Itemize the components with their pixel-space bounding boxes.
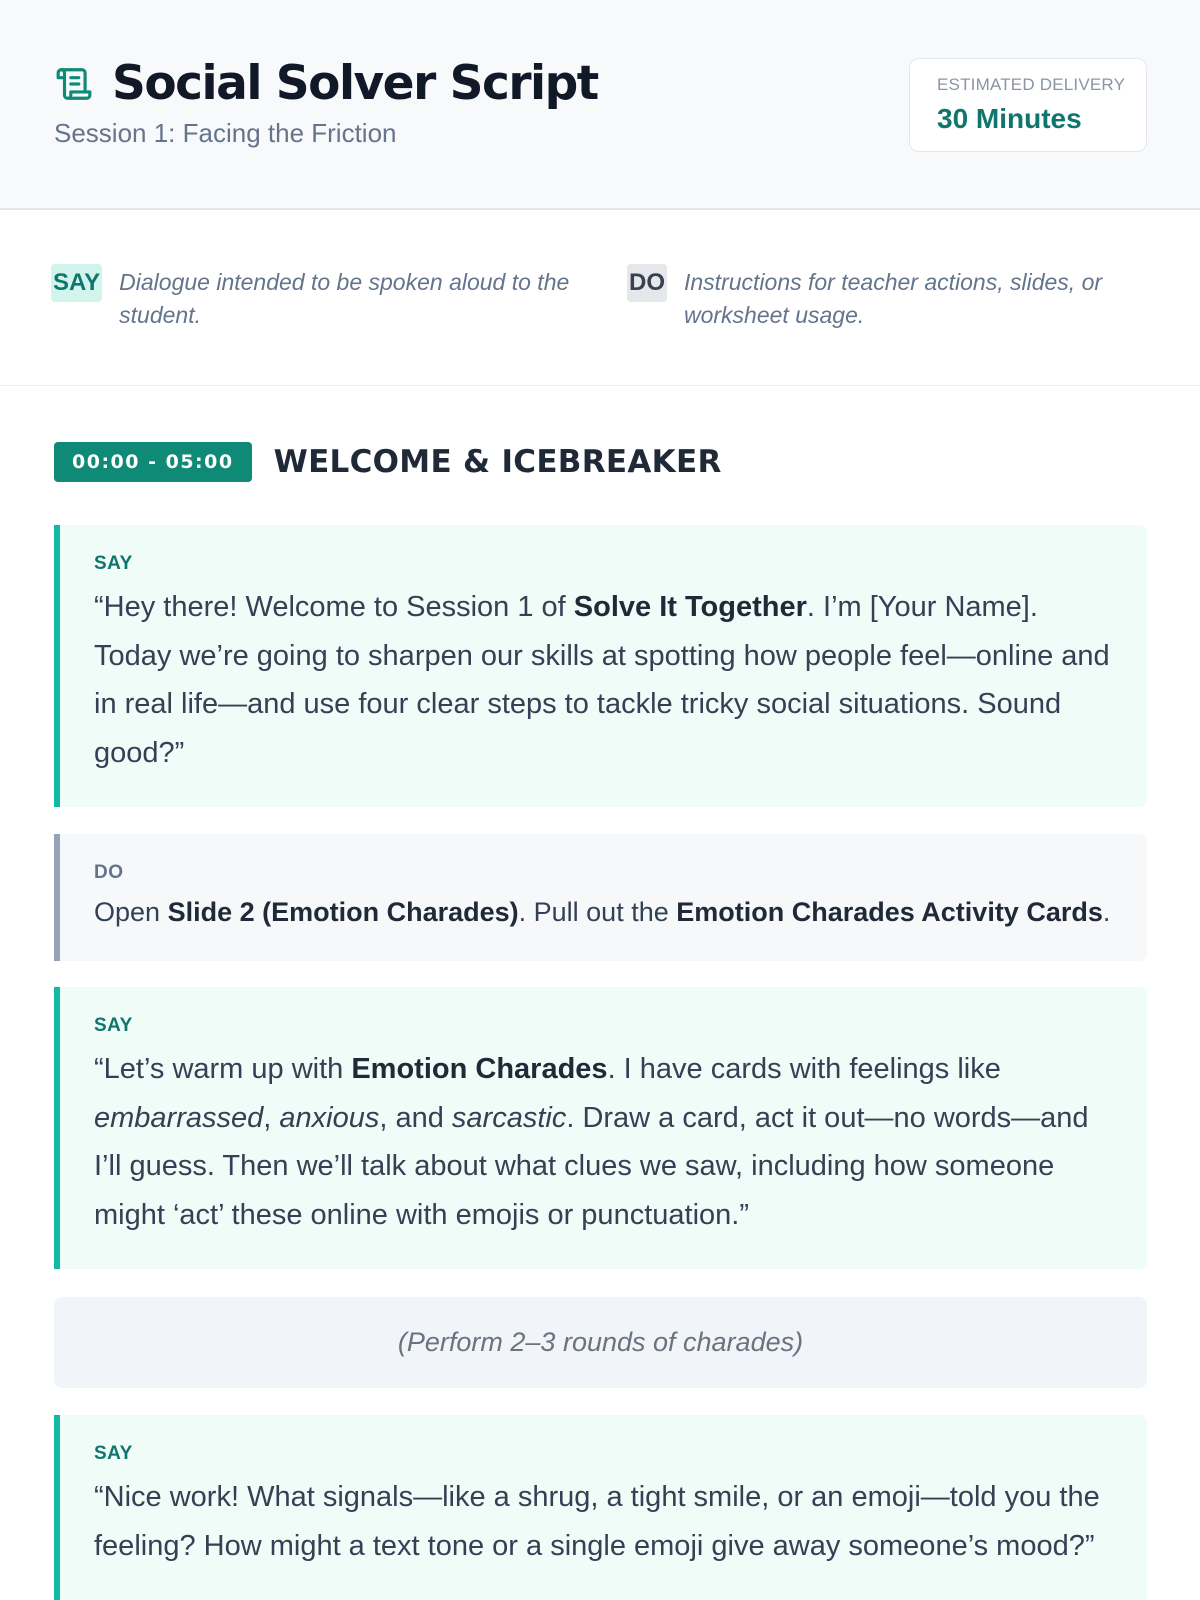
say-description: Dialogue intended to be spoken aloud to the student.: [119, 269, 570, 328]
legend-do: [627, 264, 1157, 332]
italic-span: sarcastic: [451, 1101, 567, 1134]
bold-span: Emotion Charades: [351, 1053, 608, 1085]
page-subtitle: Session 1: Facing the Friction: [54, 118, 397, 148]
block-tag: SAY: [94, 553, 133, 574]
text-span: . Pull out the: [518, 897, 677, 927]
text-span: Open: [94, 897, 168, 927]
scroll-icon: [54, 64, 94, 104]
text-span: .: [1102, 897, 1111, 927]
text-span: . I have cards with feelings like: [607, 1053, 1001, 1085]
text-span: . I’m [Your Name]. Today we’re going to sharpen our skills at spotting how people feel—online and in real life—and use four clear steps to tackle tricky social situations. Sound good?”: [94, 591, 1110, 769]
block-tag: SAY: [94, 1015, 133, 1036]
section-header: [54, 442, 722, 482]
say-text: [94, 583, 1117, 777]
page-title: Social Solver Script: [112, 56, 598, 111]
say-block: [54, 1415, 1147, 1600]
do-text: [94, 892, 1117, 932]
text-span: “Hey there! Welcome to Session 1 of: [94, 591, 574, 623]
italic-span: embarrassed: [94, 1101, 264, 1134]
text-span: , and: [379, 1101, 452, 1134]
title-row: [54, 56, 598, 112]
italic-span: anxious: [279, 1101, 380, 1134]
bold-span: Slide 2 (Emotion Charades): [167, 897, 519, 927]
block-tag: SAY: [94, 1443, 133, 1464]
time-range-badge: 00:00 - 05:00: [54, 442, 252, 482]
say-block: [54, 525, 1147, 807]
say-text: [94, 1045, 1117, 1239]
bold-span: Emotion Charades Activity Cards: [676, 897, 1103, 927]
section-title: WELCOME & ICEBREAKER: [273, 444, 722, 480]
block-tag: DO: [94, 862, 124, 883]
say-block: [54, 987, 1147, 1269]
text-span: “Let’s warm up with: [94, 1053, 352, 1085]
text-span: . Draw a card, act it out—no words—and I’ll guess. Then we’ll talk about what clues we saw, including how someone might ‘act’ these online with emojis or punctuation.”: [94, 1101, 1089, 1231]
say-text: “Nice work! What signals—like a shrug, a tight smile, or an emoji—told you the feeling? How might a text tone or a single emoji give away someone’s mood?”: [94, 1481, 1100, 1562]
stage-direction-note: (Perform 2–3 rounds of charades): [54, 1297, 1147, 1388]
do-badge: DO: [627, 264, 667, 302]
estimated-delivery-card: [909, 58, 1147, 152]
bold-span: Solve It Together: [573, 591, 807, 623]
legend-say: [51, 264, 571, 332]
delivery-value: 30 Minutes: [937, 103, 1082, 134]
delivery-label: ESTIMATED DELIVERY: [937, 75, 1126, 94]
do-description: Instructions for teacher actions, slides, or worksheet usage.: [684, 269, 1103, 328]
text-span: ,: [263, 1101, 280, 1134]
do-block: [54, 834, 1147, 961]
say-badge: SAY: [51, 264, 102, 302]
page-header: [0, 0, 1200, 210]
legend: [0, 212, 1200, 386]
